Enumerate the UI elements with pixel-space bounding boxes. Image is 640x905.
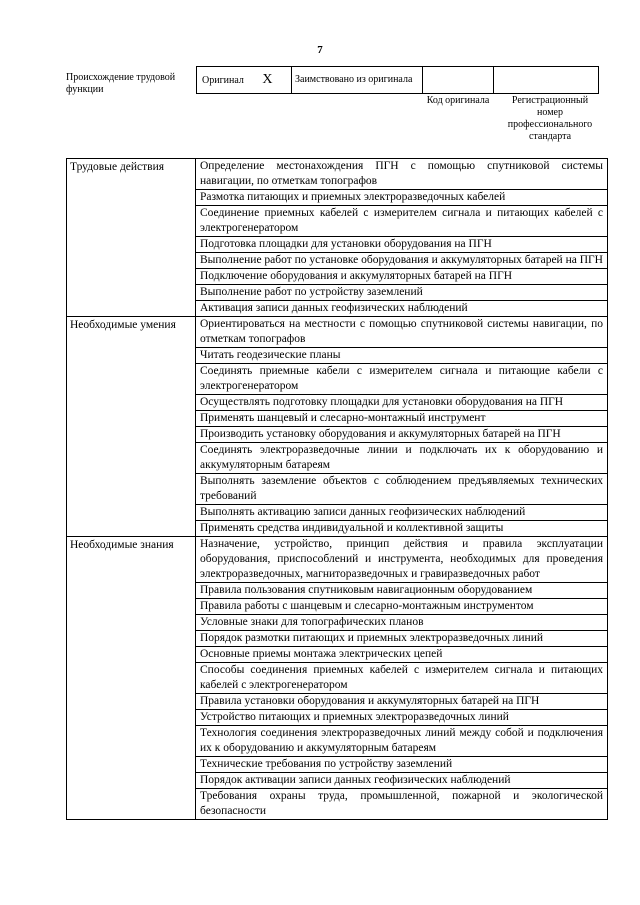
- list-item: Применять шанцевый и слесарно-монтажный инструмент: [196, 411, 608, 427]
- list-item: Правила работы с шанцевым и слесарно-монтажным инструментом: [196, 599, 608, 615]
- list-item: Выполнение работ по установке оборудования и аккумуляторных батарей на ПГН: [196, 253, 608, 269]
- list-item: Определение местонахождения ПГН с помощью спутниковой системы навигации, по отметкам топографов: [196, 159, 608, 190]
- list-item: Условные знаки для топографических планов: [196, 615, 608, 631]
- list-item: Технические требования по устройству заземлений: [196, 757, 608, 773]
- list-item: Правила пользования спутниковым навигационным оборудованием: [196, 583, 608, 599]
- list-item: Выполнять заземление объектов с соблюдением предъявляемых технических требований: [196, 474, 608, 505]
- list-item: Соединение приемных кабелей с измерителем сигнала и питающих кабелей с электрогенератором: [196, 206, 608, 237]
- list-item: Соединять электроразведочные линии и подключать их к оборудованию и аккумуляторным батареям: [196, 443, 608, 474]
- list-item: Подготовка площадки для установки оборудования на ПГН: [196, 237, 608, 253]
- reg-number-label: Регистрационный номер профессионального стандарта: [507, 95, 593, 142]
- table-row: [67, 317, 608, 348]
- list-item: Порядок активации записи данных геофизических наблюдений: [196, 773, 608, 789]
- list-item: Выполнять активацию записи данных геофизических наблюдений: [196, 505, 608, 521]
- list-item: Подключение оборудования и аккумуляторных батарей на ПГН: [196, 269, 608, 285]
- original-mark: X: [262, 72, 273, 87]
- reg-number-cell: [494, 67, 599, 94]
- table-row: [67, 537, 608, 583]
- page-number: 7: [317, 44, 323, 56]
- list-item: Порядок размотки питающих и приемных электроразведочных линий: [196, 631, 608, 647]
- list-item: Правила установки оборудования и аккумуляторных батарей на ПГН: [196, 694, 608, 710]
- list-item: Способы соединения приемных кабелей с измерителем сигнала и питающих кабелей с электрогенератором: [196, 663, 608, 694]
- code-label: Код оригинала: [426, 95, 490, 106]
- original-cell: [197, 67, 292, 94]
- list-item: Выполнение работ по устройству заземлений: [196, 285, 608, 301]
- functions-table: [66, 158, 608, 820]
- list-item: Устройство питающих и приемных электроразведочных линий: [196, 710, 608, 726]
- functions-table-body: [67, 159, 608, 820]
- origin-table: [196, 66, 599, 94]
- list-item: Осуществлять подготовку площадки для установки оборудования на ПГН: [196, 395, 608, 411]
- list-item: Технология соединения электроразведочных линий между собой и подключения их к оборудованию и аккумуляторным батареям: [196, 726, 608, 757]
- origin-label: Происхождение трудовой функции: [66, 72, 176, 95]
- list-item: Применять средства индивидуальной и коллективной защиты: [196, 521, 608, 537]
- borrowed-label: Заимствовано из оригинала: [292, 67, 423, 94]
- code-cell: [423, 67, 494, 94]
- list-item: Основные приемы монтажа электрических цепей: [196, 647, 608, 663]
- category-label: Трудовые действия: [67, 159, 196, 317]
- list-item: Требования охраны труда, промышленной, пожарной и экологической безопасности: [196, 789, 608, 820]
- category-label: Необходимые знания: [67, 537, 196, 820]
- list-item: Соединять приемные кабели с измерителем сигнала и питающие кабели с электрогенератором: [196, 364, 608, 395]
- list-item: Ориентироваться на местности с помощью спутниковой системы навигации, по отметкам топографов: [196, 317, 608, 348]
- category-label: Необходимые умения: [67, 317, 196, 537]
- list-item: Читать геодезические планы: [196, 348, 608, 364]
- list-item: Производить установку оборудования и аккумуляторных батарей на ПГН: [196, 427, 608, 443]
- original-label: Оригинал: [202, 75, 244, 86]
- list-item: Размотка питающих и приемных электроразведочных кабелей: [196, 190, 608, 206]
- table-row: [67, 159, 608, 190]
- list-item: Назначение, устройство, принцип действия и правила эксплуатации оборудования, приспособлений и инструмента, необходимых для проведения электроразведочных, магниторазведочных и гравиразведочных работ: [196, 537, 608, 583]
- list-item: Активация записи данных геофизических наблюдений: [196, 301, 608, 317]
